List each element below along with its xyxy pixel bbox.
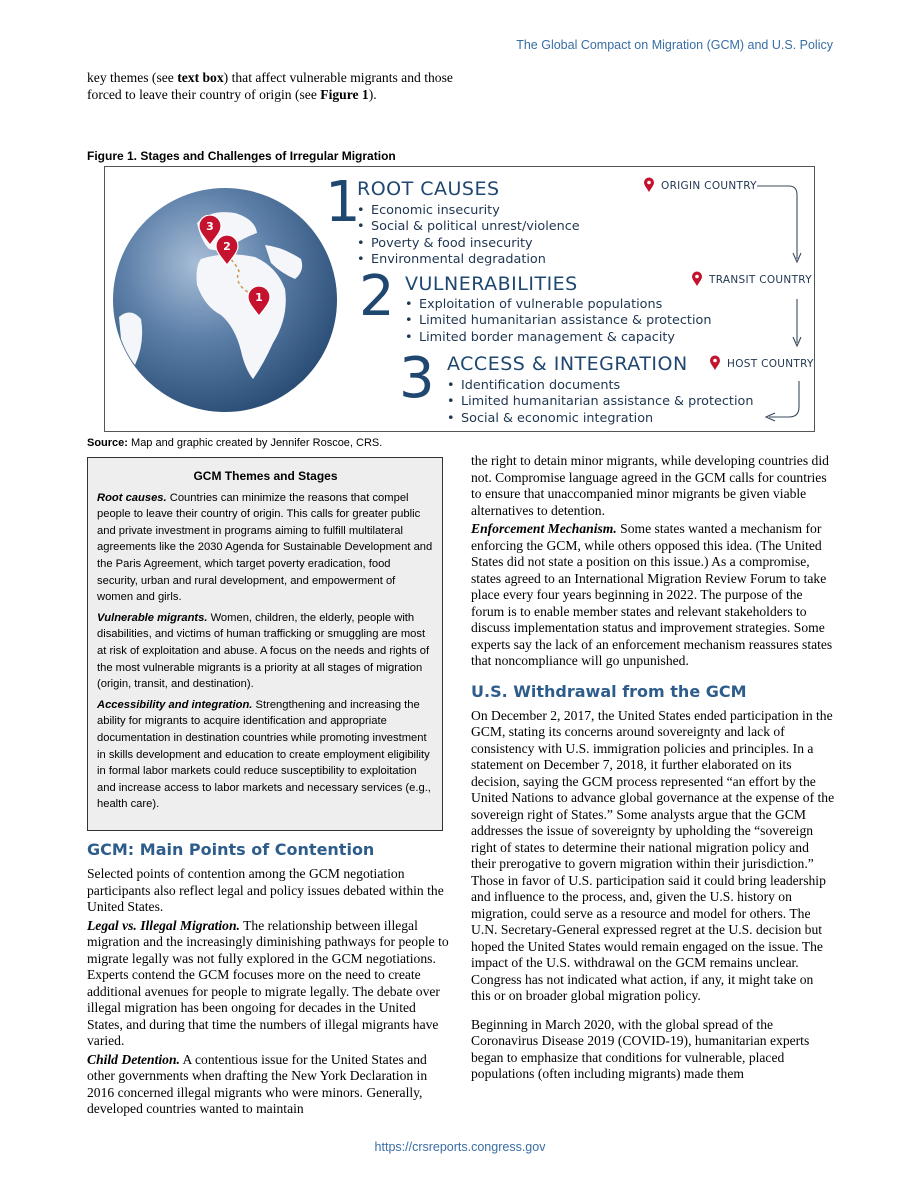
- host-pin-icon: [709, 355, 721, 371]
- transit-pin-icon: [691, 271, 703, 287]
- intro-text-2: ) that affect vulnerable migrants and those forced to leave their country of origin (see: [87, 70, 453, 102]
- host-country-label: HOST COUNTRY: [727, 358, 814, 370]
- stage-2-title: VULNERABILITIES: [405, 273, 578, 295]
- body-paragraph: Beginning in March 2020, with the global spread of the Coronavirus Disease 2019 (COVID-19), humanitarian experts began to emphasize that conditions for vulnerable, placed populations (often including migrants) made them: [471, 1016, 810, 1081]
- svg-text:3: 3: [206, 220, 214, 233]
- child-detention-lead: Child Detention.: [87, 1051, 180, 1067]
- stage-1-item: • Social & political unrest/violence: [357, 219, 580, 235]
- body-paragraph: On December 2, 2017, the United States ended participation in the GCM, stating its concerns around sovereignty and lack of consistency with U.S. immigration policies and principles. In a statement on December 7, 2018, it further elaborated on its decision, saying the GCM process represented “an effort by the United Nations to advance global governance at the expense of the sovereign right of States.” Some analysts argue that the GCM addresses the issue of sovereignty by upholding the “sovereign right of states to determine their national migration policy and their prerogative to govern migration within their jurisdiction.” Those in favor of U.S. participation said it could bring leadership and influence to the process, and, given the U.S. history on migration, could serve as a resource and model for others. The U.N. Secretary-General expressed regret at the U.S. decision but hoped the United States would remain engaged on the issue. The impact of the U.S. withdrawal on the GCM remains unclear. Congress has not indicated what action, if any, it might take on this or on broader global migration policy.: [471, 707, 835, 1003]
- stage-1-item: • Environmental degradation: [357, 252, 580, 268]
- stage-1-list: [357, 203, 580, 268]
- text-box-paragraph: [97, 697, 434, 813]
- stage-1-item: • Economic insecurity: [357, 203, 580, 219]
- root-causes-text: Countries can minimize the reasons that compel people to leave their country of origin. This calls for greater public and private investment in programs aiming to fulfill multilateral agreements like the 2030 Agenda for Sustainable Development and the Paris Agreement, which target poverty eradication, food security, urban and rural development, and empowerment of women and girls.: [97, 491, 433, 604]
- intro-text-1: key themes (see: [87, 70, 178, 85]
- text-box-reference: text box: [177, 70, 224, 85]
- svg-text:1: 1: [255, 291, 263, 304]
- text-box-paragraph: [97, 610, 434, 693]
- stage-2-item: • Exploitation of vulnerable populations: [405, 297, 711, 313]
- stage-3-item: • Social & economic integration: [447, 411, 753, 427]
- stage-1-number: 1: [325, 170, 361, 235]
- text-box-paragraph: [97, 490, 434, 606]
- stage-3-number: 3: [399, 346, 435, 411]
- intro-paragraph: [87, 70, 462, 103]
- body-paragraph: [87, 918, 449, 1050]
- stage-1-item: • Poverty & food insecurity: [357, 236, 580, 252]
- marker-1: [247, 286, 271, 318]
- figure-source: [87, 437, 382, 449]
- stage-2-item: • Limited border management & capacity: [405, 330, 711, 346]
- accessibility-text: Strengthening and increasing the ability for migrants to acquire identification and appropriate documentation in destination countries while promoting investment in skills development and education to create employment eligibility in formal labor markets could reduce susceptibility to exploitation and increase access to labor markets and necessary services (e.g., health care).: [97, 698, 431, 811]
- text-box-title: GCM Themes and Stages: [193, 469, 338, 483]
- figure-reference: Figure 1: [320, 86, 369, 102]
- stage-3-list: [447, 378, 753, 427]
- contention-heading: GCM: Main Points of Contention: [87, 840, 375, 859]
- vulnerable-migrants-text: Women, children, the elderly, people with disabilities, and victims of human trafficking or smuggling are most at risk of exploitation and abuse. A focus on the needs and rights of the most vulnerable migrants is a priority at all stages of migration (origin, transit, and destination).: [97, 611, 430, 691]
- legal-illegal-text: The relationship between illegal migration and the increasingly diminishing pathways for people to migrate legally was not fully explored in the GCM negotiations. Experts contend the GCM focuses more on the need to create additional avenues for people to migrate legally. The debate over illegal migration has been ongoing for decades in the United States, and during that time the numbers of illegal migrants have varied.: [87, 917, 449, 1048]
- child-detention-text: A contentious issue for the United States and other governments when drafting the New York Declaration in 2016 concerned illegal migrants who were minors. Generally, developed countries wanted to maintain: [87, 1051, 428, 1116]
- stage-2-number: 2: [359, 264, 395, 329]
- enforcement-text: Some states wanted a mechanism for enforcing the GCM, while others opposed this idea. (The United States did not state a position on this issue.) As a compromise, states agreed to an International Migration Review Forum to take place every four years beginning in 2022. The purpose of the forum is to enable member states and relevant stakeholders to discuss implementation status and improvement strategies. Some experts say the lack of an enforcement mechanism reassures states that noncompliance will go unpunished.: [471, 521, 833, 668]
- footer-url[interactable]: https://crsreports.congress.gov: [374, 1140, 546, 1154]
- stage-3-item: • Identification documents: [447, 378, 753, 394]
- body-paragraph: [471, 521, 835, 670]
- origin-country-label: ORIGIN COUNTRY: [661, 180, 757, 192]
- figure-graphic: [104, 166, 815, 432]
- root-causes-lead: Root causes.: [97, 491, 167, 504]
- stage-3-title: ACCESS & INTEGRATION: [447, 353, 688, 375]
- svg-text:2: 2: [223, 240, 231, 253]
- stage-2-item: • Limited humanitarian assistance & protection: [405, 313, 711, 329]
- transit-country-label: TRANSIT COUNTRY: [709, 274, 812, 286]
- origin-pin-icon: [643, 177, 655, 193]
- running-header: The Global Compact on Migration (GCM) and U.S. Policy: [516, 38, 833, 52]
- marker-3: [198, 215, 222, 247]
- globe-illustration: [105, 167, 345, 431]
- left-column: [87, 840, 449, 1120]
- stage-2-list: [405, 297, 711, 346]
- legal-illegal-lead: Legal vs. Illegal Migration.: [87, 917, 240, 933]
- enforcement-lead: Enforcement Mechanism.: [471, 521, 617, 536]
- body-paragraph: Selected points of contention among the GCM negotiation participants also reflect legal and policy issues debated within the United States.: [87, 866, 444, 914]
- figure-title: Figure 1. Stages and Challenges of Irregular Migration: [87, 149, 396, 163]
- source-label: Source:: [87, 437, 128, 449]
- stage-1-title: ROOT CAUSES: [357, 178, 500, 200]
- accessibility-lead: Accessibility and integration.: [97, 698, 253, 711]
- right-column: [471, 453, 835, 1085]
- themes-text-box: [87, 457, 443, 831]
- intro-text-3: ).: [368, 86, 377, 102]
- body-paragraph: the right to detain minor migrants, while developing countries did not. Compromise language agreed in the GCM calls for countries to ensure that unaccompanied minor migrants be given viable alternatives to detention.: [471, 453, 829, 518]
- vulnerable-migrants-lead: Vulnerable migrants.: [97, 611, 208, 624]
- body-paragraph: [87, 1052, 449, 1118]
- withdrawal-heading: U.S. Withdrawal from the GCM: [471, 681, 747, 701]
- source-text: Map and graphic created by Jennifer Roscoe, CRS.: [127, 437, 383, 449]
- stage-3-item: • Limited humanitarian assistance & protection: [447, 394, 753, 410]
